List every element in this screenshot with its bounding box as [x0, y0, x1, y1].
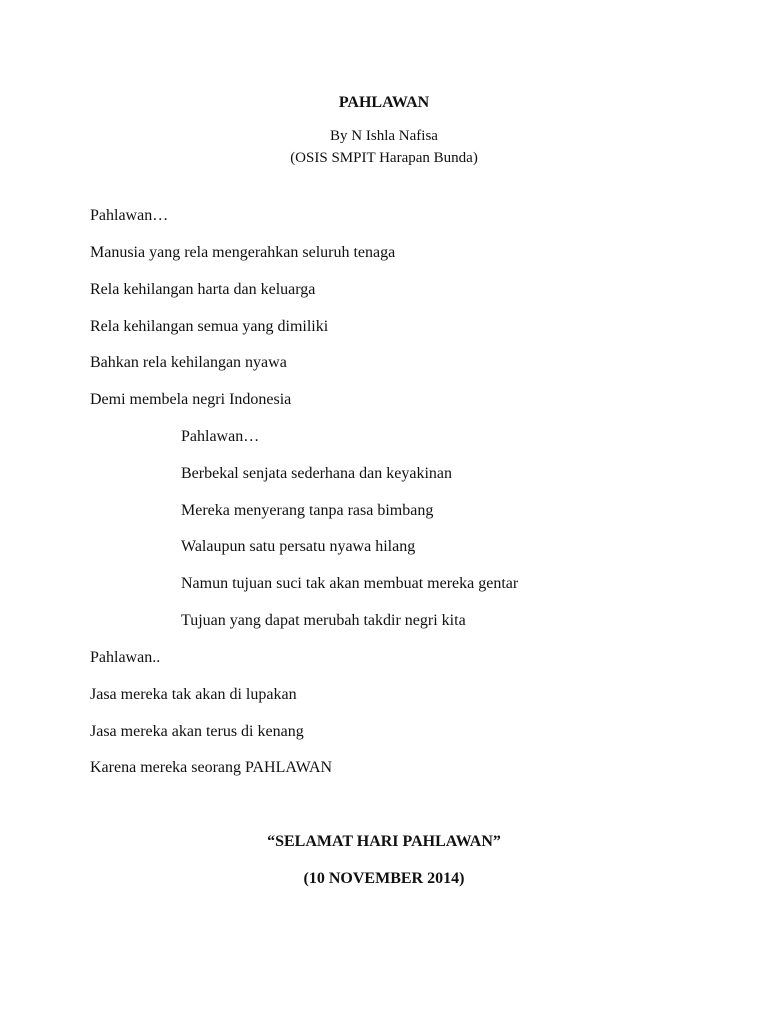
poem-line: Pahlawan…: [90, 207, 169, 224]
poem-line: Berbekal senjata sederhana dan keyakinan: [181, 465, 452, 482]
author-line: By N Ishla Nafisa: [330, 128, 438, 144]
poem-line: Jasa mereka akan terus di kenang: [90, 723, 304, 740]
poem-line: Walaupun satu persatu nyawa hilang: [181, 538, 416, 555]
poem-line: Jasa mereka tak akan di lupakan: [90, 686, 297, 703]
poem-line: Pahlawan..: [90, 649, 161, 666]
poem-line: Demi membela negri Indonesia: [90, 391, 292, 408]
poem-line: Rela kehilangan semua yang dimiliki: [90, 318, 329, 335]
poem-line: Bahkan rela kehilangan nyawa: [90, 354, 287, 371]
poem-line: Pahlawan…: [181, 428, 260, 445]
closing-date: (10 NOVEMBER 2014): [303, 870, 465, 887]
poem-line: Namun tujuan suci tak akan membuat mereka gentar: [181, 575, 519, 592]
closing-heading: “SELAMAT HARI PAHLAWAN”: [267, 833, 501, 850]
poem-line: Rela kehilangan harta dan keluarga: [90, 281, 316, 298]
poem-line: Tujuan yang dapat merubah takdir negri kita: [181, 612, 466, 629]
poem-line: Mereka menyerang tanpa rasa bimbang: [181, 502, 434, 519]
poem-title: PAHLAWAN: [338, 94, 430, 111]
poem-line: Manusia yang rela mengerahkan seluruh tenaga: [90, 244, 396, 261]
affiliation-line: (OSIS SMPIT Harapan Bunda): [290, 150, 478, 166]
poem-line: Karena mereka seorang PAHLAWAN: [90, 759, 333, 776]
